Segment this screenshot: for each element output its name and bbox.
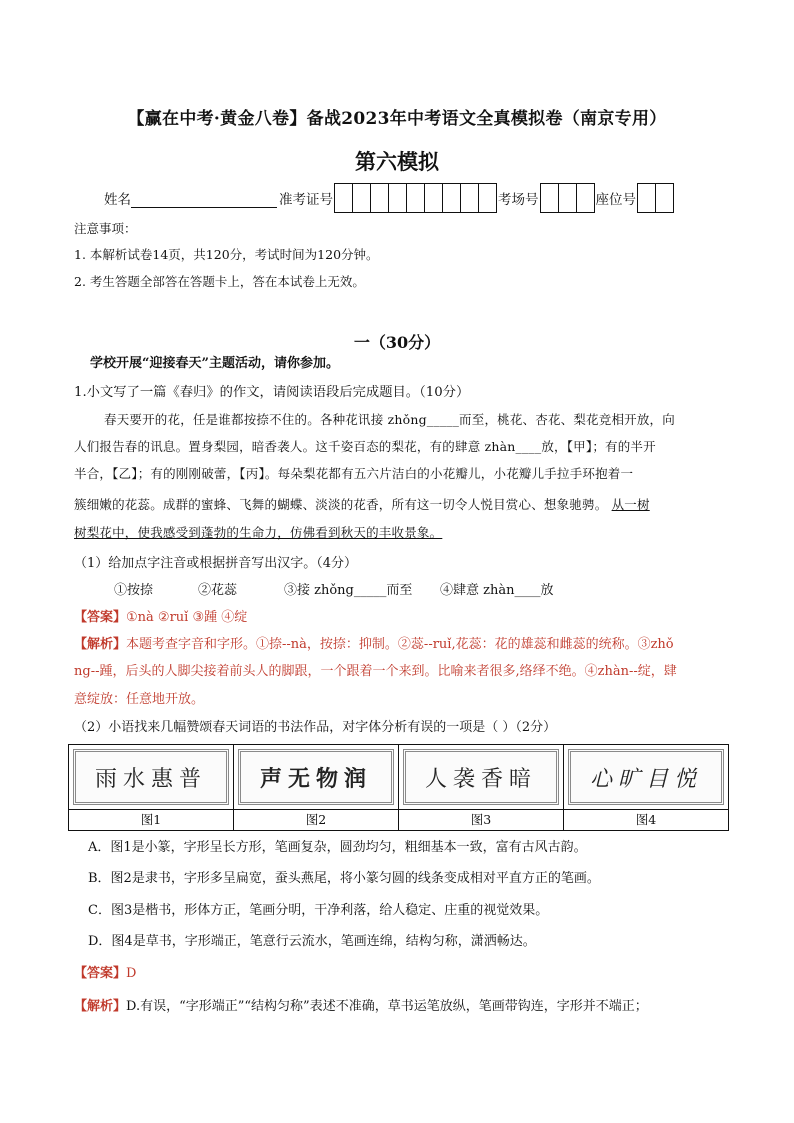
passage-line: 半合，【乙】；有的刚刚破蕾，【丙】。每朵梨花都有五六片洁白的小花瓣儿，小花瓣儿手拉手环抱着一 xyxy=(74,466,634,481)
calligraphy-image-3: 人袭香暗 xyxy=(403,749,559,805)
calligraphy-table xyxy=(68,744,729,831)
answer-text: D xyxy=(126,966,137,981)
seat-boxes[interactable] xyxy=(637,183,674,213)
candidate-info-row xyxy=(104,183,675,213)
section-intro: 学校开展“迎接春天”主题活动，请你参加。 xyxy=(90,356,339,371)
subquestion-stem: （2）小语找来几幅赞颂春天词语的书法作品，对字体分析有误的一项是（ ）（2分） xyxy=(74,720,557,735)
analysis-line xyxy=(74,997,648,1017)
answer-line xyxy=(74,608,247,628)
option: ①按捺 xyxy=(114,583,154,598)
question-stem: 1.小文写了一篇《春归》的作文，请阅读语段后完成题目。（10分） xyxy=(74,385,470,400)
calligraphy-image-4: 心旷目悦 xyxy=(568,749,724,805)
option-c: C．图3是楷书，形体方正，笔画分明，干净利落，给人稳定、庄重的视觉效果。 xyxy=(88,903,549,918)
passage-text: 簇细嫩的花蕊。成群的蜜蜂、飞舞的蝴蝶、淡淡的花香，所有这一切令人悦目赏心、想象驰骋。 xyxy=(74,497,608,512)
underlined-sentence: 树梨花中，使我感受到蓬勃的生命力，仿佛看到秋天的丰收景象。 xyxy=(74,525,443,540)
room-boxes[interactable] xyxy=(540,183,595,213)
calligraphy-image-1: 雨水惠普 xyxy=(73,749,229,805)
analysis-line xyxy=(74,635,674,655)
option: ②花蕊 xyxy=(198,583,238,598)
room-label: 考场号 xyxy=(498,192,539,208)
option-d: D．图4是草书，字形端正，笔意行云流水，笔画连绵，结构匀称，潇洒畅达。 xyxy=(88,934,536,949)
notes-item: 1. 本解析试卷14页，共120分，考试时间为120分钟。 xyxy=(74,247,379,262)
passage-line: 人们报告春的讯息。置身梨园，暗香袭人。这千姿百态的梨花，有的肆意 zhàn____放，【甲】；有的半开 xyxy=(74,439,656,454)
option-a: A．图1是小篆，字形呈长方形，笔画复杂，圆劲均匀，粗细基本一致，富有古风古韵。 xyxy=(88,840,587,855)
analysis-text: D.有误，“字形端正”“结构匀称”表述不准确，草书运笔放纵，笔画带钩连，字形并不端正； xyxy=(126,999,648,1014)
option: ③接 zhǒng_____而至 xyxy=(284,583,413,598)
name-field[interactable] xyxy=(131,189,277,208)
analysis-text: 意绽放：任意地开放。 xyxy=(74,692,205,707)
exam-id-label: 准考证号 xyxy=(279,192,333,208)
notes-heading: 注意事项： xyxy=(74,221,137,236)
notes-item: 2. 考生答题全部答在答题卡上，答在本试卷上无效。 xyxy=(74,274,365,289)
answer-label: 【答案】 xyxy=(74,966,127,981)
analysis-text: 本题考查字音和字形。①捺--nà，按捺：抑制。②蕊--ruǐ,花蕊：花的雄蕊和雌蕊的统称。③zhǒ xyxy=(126,637,674,652)
figure-caption: 图3 xyxy=(399,810,564,831)
page-title: 【赢在中考·黄金八卷】备战2023年中考语文全真模拟卷（南京专用） xyxy=(127,109,667,129)
figure-caption: 图4 xyxy=(564,810,729,831)
figure-caption: 图1 xyxy=(69,810,234,831)
underlined-sentence: 从一树 xyxy=(611,497,650,512)
subquestion-stem: （1）给加点字注音或根据拼音写出汉字。（4分） xyxy=(74,556,358,571)
seat-label: 座位号 xyxy=(595,192,636,208)
analysis-label: 【解析】 xyxy=(74,637,127,652)
calligraphy-image-2: 声无物润 xyxy=(238,749,394,805)
answer-label: 【答案】 xyxy=(74,610,127,625)
option: ④肆意 zhàn____放 xyxy=(440,583,554,598)
name-label: 姓名 xyxy=(104,192,131,208)
passage-line: 春天要开的花，任是谁都按捺不住的。各种花讯接 zhǒng_____而至，桃花、杏花、梨花竞相开放，向 xyxy=(104,412,675,427)
analysis-text: ng--踵，后头的人脚尖接着前头人的脚跟，一个跟着一个来到。比喻来者很多,络绎不绝。④zhàn--绽，肆 xyxy=(74,664,677,679)
answer-text: ①nà ②ruǐ ③踵 ④绽 xyxy=(126,610,248,625)
passage-line xyxy=(74,491,650,518)
answer-line xyxy=(74,964,136,984)
section-title: 一（30分） xyxy=(353,333,441,352)
page-subtitle: 第六模拟 xyxy=(355,149,439,174)
exam-id-boxes[interactable] xyxy=(334,183,497,213)
option-b: B．图2是隶书，字形多呈扁宽，蚕头燕尾，将小篆匀圆的线条变成相对平直方正的笔画。 xyxy=(88,871,600,886)
figure-caption: 图2 xyxy=(234,810,399,831)
analysis-label: 【解析】 xyxy=(74,999,127,1014)
